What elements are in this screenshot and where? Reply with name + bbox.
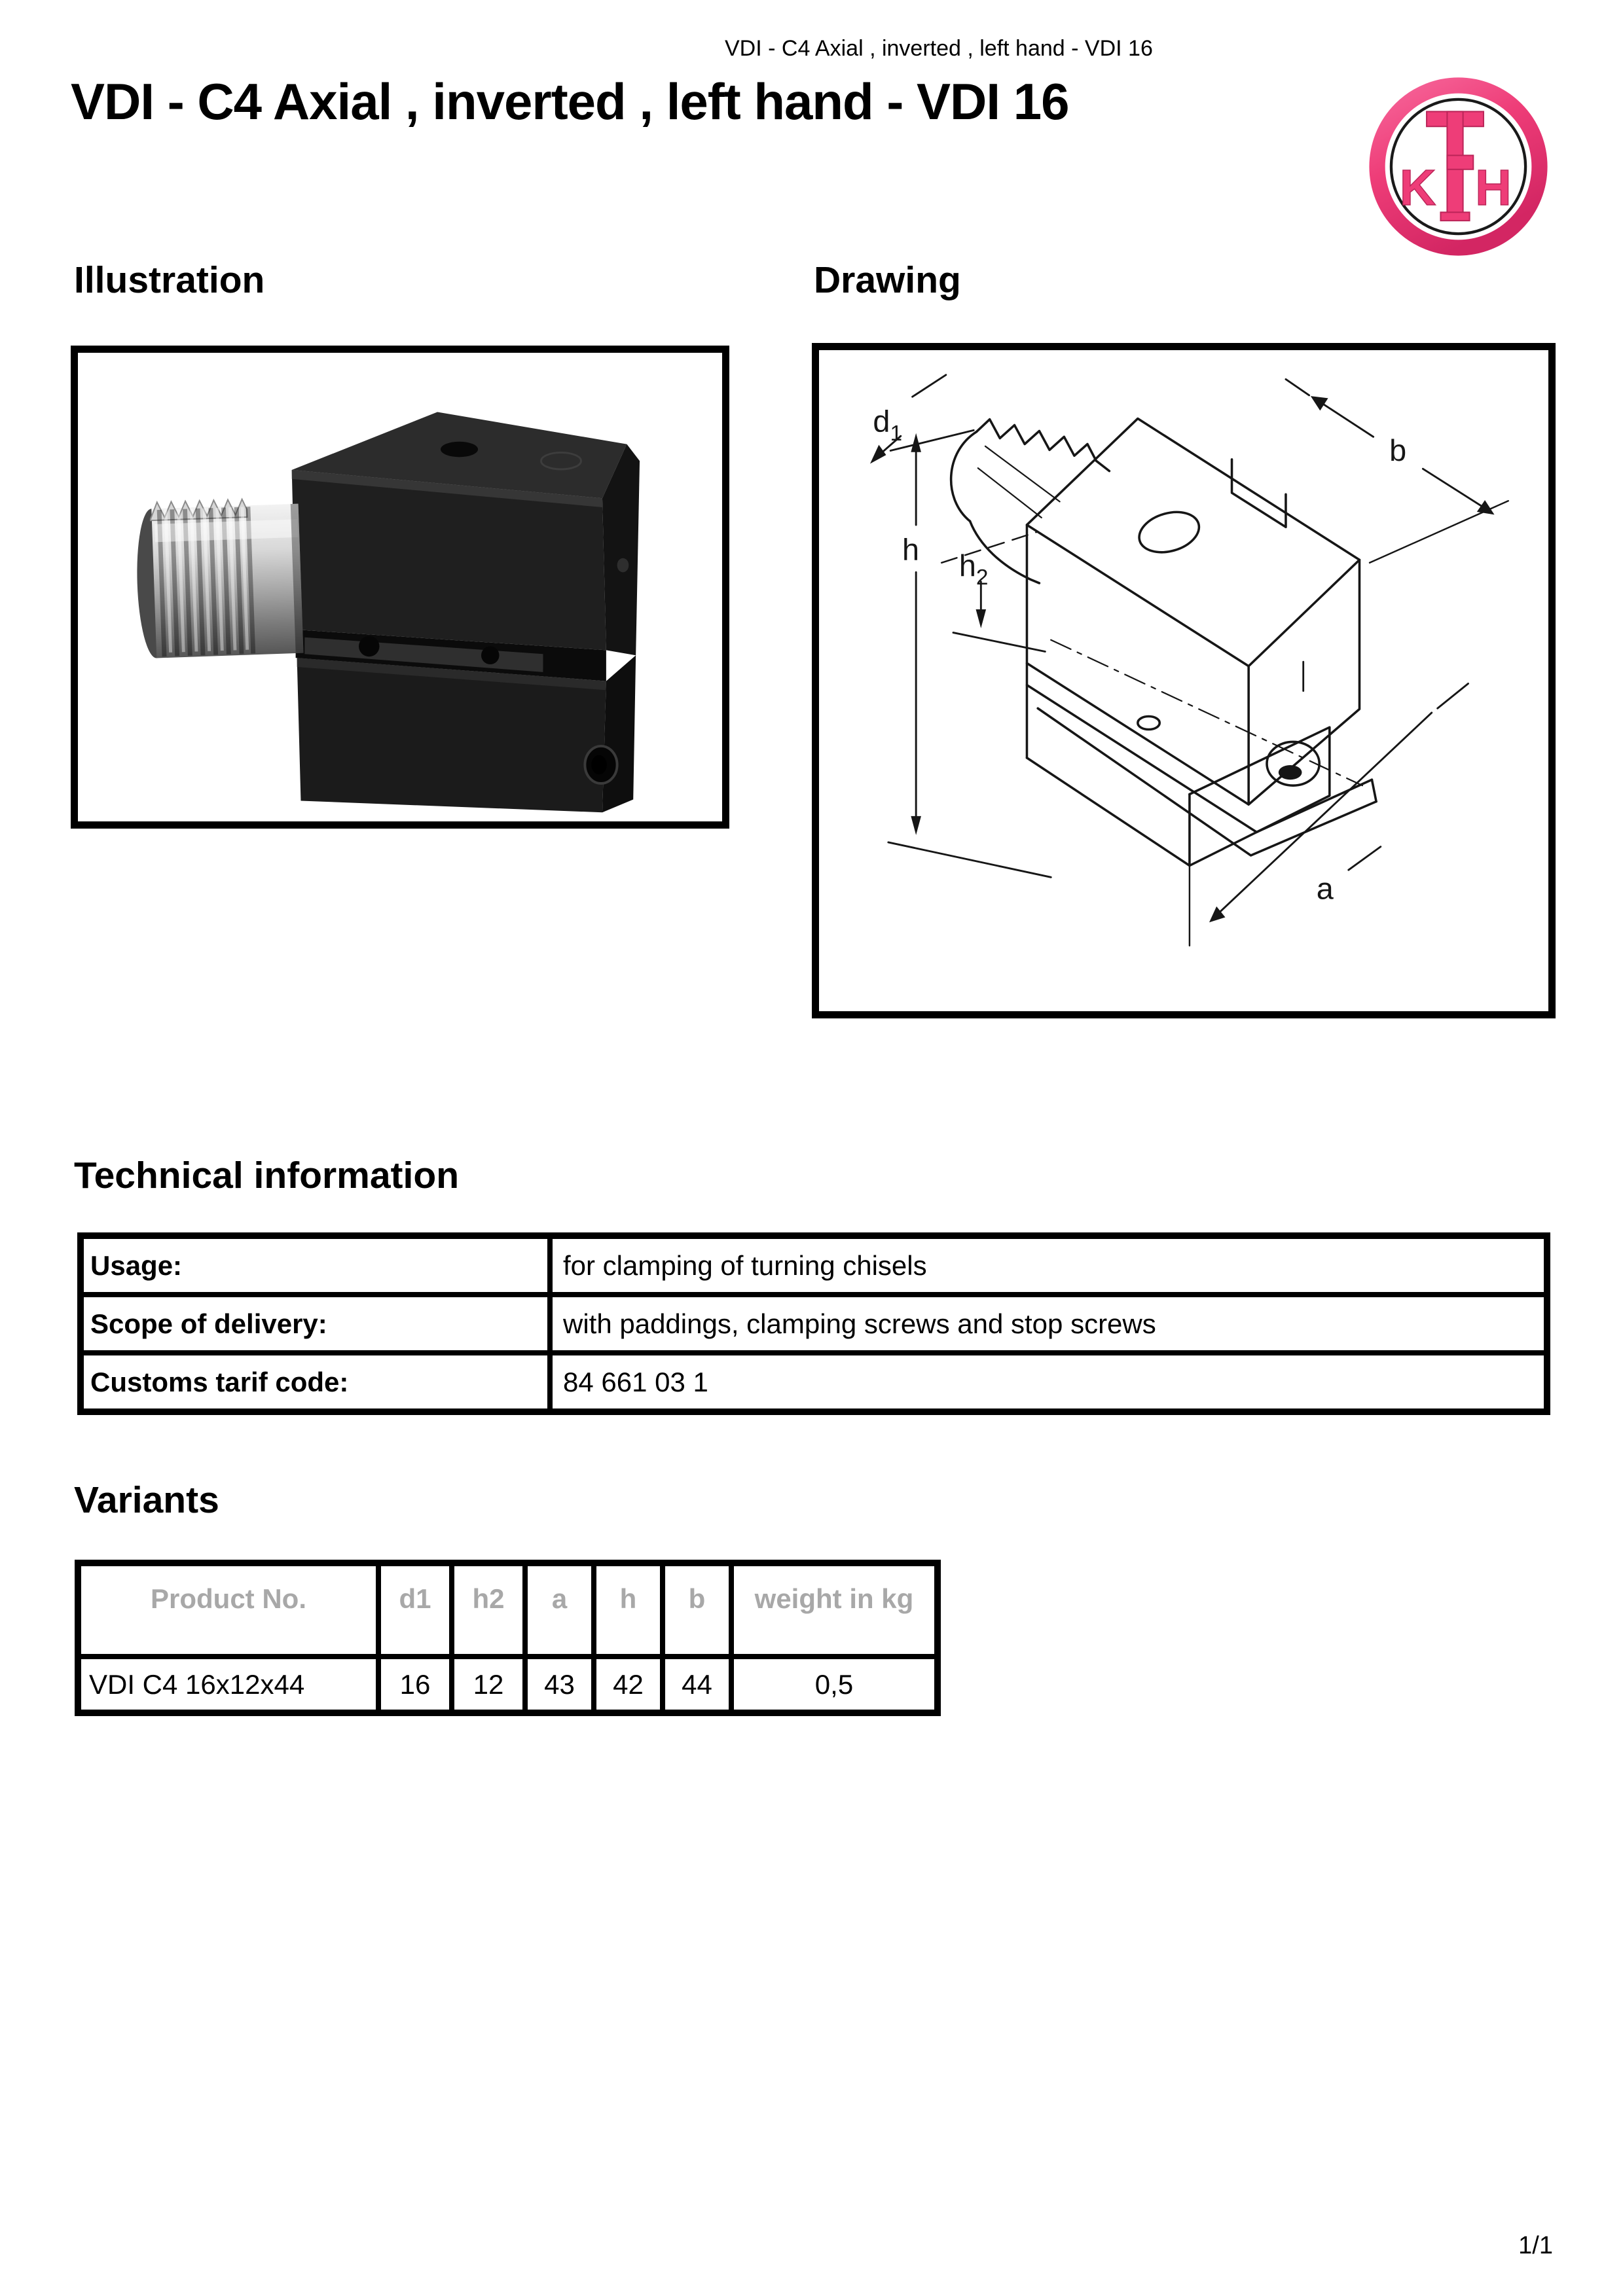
cell-weight: 0,5: [814, 1668, 854, 1700]
table-row: [84, 1355, 1544, 1408]
tool-holder-body: [292, 412, 640, 812]
dimension-arrowheads: [870, 396, 1495, 922]
product-photo-image: [78, 353, 722, 821]
dimension-labels: [873, 404, 1406, 906]
page-title: VDI - C4 Axial , inverted , left hand - VDI 16: [71, 73, 1069, 130]
technical-drawing-image: [819, 350, 1548, 1011]
column-header-h2: h2: [454, 1566, 528, 1654]
dim-label-a: a: [1316, 871, 1334, 906]
row-value-customs: 84 661 03 1: [563, 1366, 708, 1397]
cell-b: 44: [665, 1659, 734, 1710]
logo-letter-k: K: [1399, 159, 1436, 216]
illustration-figure: [71, 346, 729, 829]
drawing-figure: [812, 343, 1556, 1018]
page-number: 1/1: [1518, 2232, 1553, 2259]
column-header-a: a: [528, 1566, 596, 1654]
cell-h: 42: [596, 1659, 665, 1710]
variants-heading: Variants: [74, 1479, 219, 1521]
row-label-customs: Customs tarif code:: [84, 1355, 553, 1408]
illustration-heading: Illustration: [74, 259, 265, 301]
row-value-usage: for clamping of turning chisels: [563, 1249, 927, 1281]
dim-label-d1: $d_1$: [873, 404, 903, 446]
threaded-shank: [134, 497, 303, 659]
column-header-h: h: [596, 1566, 665, 1654]
table-row: [84, 1239, 1544, 1297]
column-header-product: Product No.: [81, 1566, 381, 1654]
kfh-logo-icon: [1365, 73, 1552, 260]
column-header-d1: d1: [381, 1566, 454, 1654]
technical-table: [77, 1232, 1550, 1415]
row-label-scope: Scope of delivery:: [84, 1297, 553, 1350]
running-header: VDI - C4 Axial , inverted , left hand - VDI 16: [725, 36, 1153, 61]
drawing-heading: Drawing: [814, 259, 961, 301]
row-label-usage: Usage:: [84, 1239, 553, 1292]
row-value-scope: with paddings, clamping screws and stop screws: [563, 1308, 1156, 1339]
table-row: [81, 1659, 934, 1710]
table-row: [84, 1297, 1544, 1355]
dim-label-h: h: [902, 532, 920, 567]
technical-heading: Technical information: [74, 1155, 460, 1196]
column-header-weight: weight in kg: [754, 1583, 914, 1614]
variants-table: [75, 1560, 941, 1716]
cell-a: 43: [528, 1659, 596, 1710]
column-header-b: b: [665, 1566, 734, 1654]
dim-label-b: b: [1389, 433, 1407, 468]
cell-product-no: VDI C4 16x12x44: [81, 1659, 381, 1710]
logo-letter-h: H: [1475, 159, 1512, 216]
dim-label-h2: $h_2$: [958, 548, 989, 590]
cell-h2: 12: [454, 1659, 528, 1710]
cell-d1: 16: [381, 1659, 454, 1710]
variants-header-row: [81, 1566, 934, 1659]
drawing-object: [951, 419, 1508, 946]
